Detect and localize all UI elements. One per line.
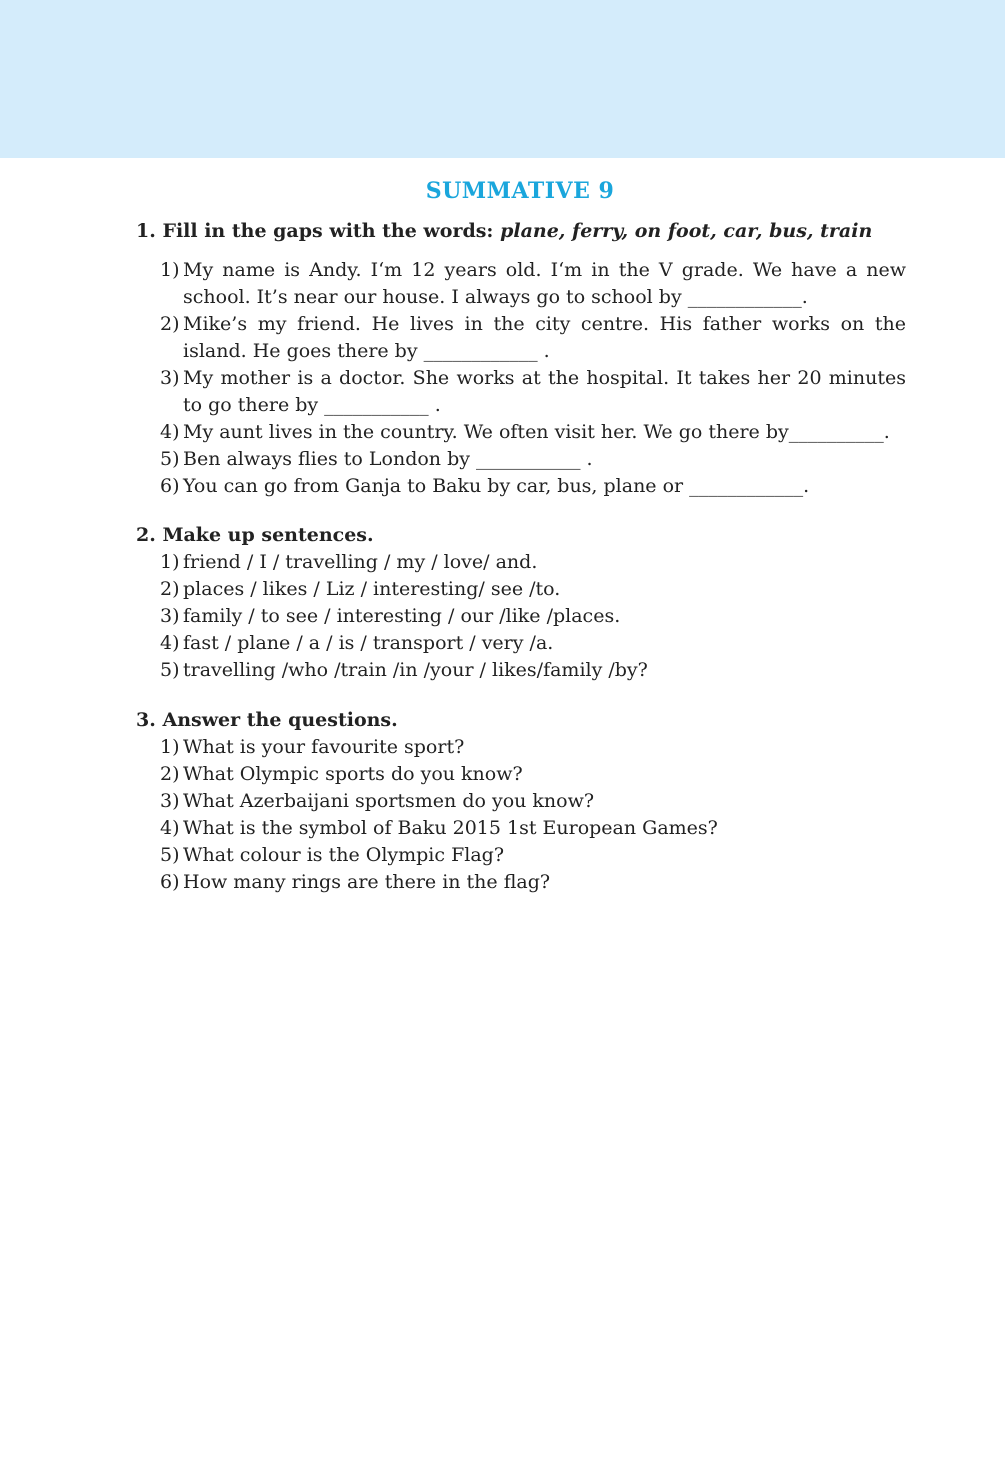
page-title: SUMMATIVE 9 xyxy=(425,178,615,204)
item-text: What Azerbaijani sportsmen do you know? xyxy=(183,790,595,812)
exercise-1-heading xyxy=(136,218,906,245)
list-item xyxy=(136,603,906,630)
item-number: 4) xyxy=(160,632,180,654)
list-item xyxy=(136,311,906,365)
item-text: friend / I / travelling / my / love/ and. xyxy=(183,551,538,573)
list-item xyxy=(136,869,906,896)
list-item xyxy=(136,365,906,419)
item-number: 6) xyxy=(160,871,180,893)
item-number: 2) xyxy=(160,763,180,785)
item-number: 1) xyxy=(160,259,180,281)
item-text: What Olympic sports do you know? xyxy=(183,763,523,785)
exercise-3-list xyxy=(136,734,906,896)
item-number: 5) xyxy=(160,448,180,470)
header-band xyxy=(0,0,1005,158)
list-item xyxy=(136,788,906,815)
item-number: 1) xyxy=(160,551,180,573)
item-text: My mother is a doctor. She works at the hospital. It takes her 20 minutes to go there by ___________ . xyxy=(183,367,906,416)
item-text: Mike’s my friend. He lives in the city centre. His father works on the island. He goes there by ____________ . xyxy=(183,313,906,362)
list-item xyxy=(136,842,906,869)
item-number: 4) xyxy=(160,421,180,443)
list-item xyxy=(136,446,906,473)
item-number: 3) xyxy=(160,367,180,389)
exercise-1-list xyxy=(136,257,906,500)
item-text: What colour is the Olympic Flag? xyxy=(183,844,505,866)
item-number: 2) xyxy=(160,578,180,600)
item-text: My aunt lives in the country. We often visit her. We go there by__________. xyxy=(183,421,890,443)
item-text: Ben always flies to London by ___________ . xyxy=(183,448,593,470)
item-text: fast / plane / a / is / transport / very /a. xyxy=(183,632,554,654)
item-number: 5) xyxy=(160,659,180,681)
item-text: family / to see / interesting / our /like /places. xyxy=(183,605,621,627)
exercise-2-heading: 2. Make up sentences. xyxy=(136,524,374,546)
item-text: places / likes / Liz / interesting/ see /to. xyxy=(183,578,561,600)
exercise-3 xyxy=(136,707,906,896)
item-number: 1) xyxy=(160,736,180,758)
list-item xyxy=(136,657,906,684)
list-item xyxy=(136,549,906,576)
item-number: 2) xyxy=(160,313,180,335)
exercise-2-list xyxy=(136,549,906,684)
list-item xyxy=(136,419,906,446)
item-number: 3) xyxy=(160,790,180,812)
list-item xyxy=(136,734,906,761)
list-item xyxy=(136,815,906,842)
item-text: How many rings are there in the flag? xyxy=(183,871,551,893)
item-number: 4) xyxy=(160,817,180,839)
list-item xyxy=(136,257,906,311)
exercise-1 xyxy=(136,218,906,500)
item-text: You can go from Ganja to Baku by car, bus, plane or ____________. xyxy=(183,475,810,497)
item-text: travelling /who /train /in /your / likes/family /by? xyxy=(183,659,648,681)
list-item xyxy=(136,761,906,788)
exercise-2 xyxy=(136,522,906,684)
item-text: What is the symbol of Baku 2015 1st European Games? xyxy=(183,817,718,839)
exercise-3-heading: 3. Answer the questions. xyxy=(136,709,398,731)
item-number: 6) xyxy=(160,475,180,497)
item-number: 3) xyxy=(160,605,180,627)
exercise-1-instruction: 1. Fill in the gaps with the words: xyxy=(136,220,494,242)
item-text: What is your favourite sport? xyxy=(183,736,465,758)
list-item xyxy=(136,473,906,500)
item-text: My name is Andy. I‘m 12 years old. I‘m in the V grade. We have a new school. It’s near our house. I always go to school by ____________. xyxy=(183,259,906,308)
exercise-1-word-bank: plane, ferry, on foot, car, bus, train xyxy=(500,220,873,242)
item-number: 5) xyxy=(160,844,180,866)
list-item xyxy=(136,576,906,603)
list-item xyxy=(136,630,906,657)
